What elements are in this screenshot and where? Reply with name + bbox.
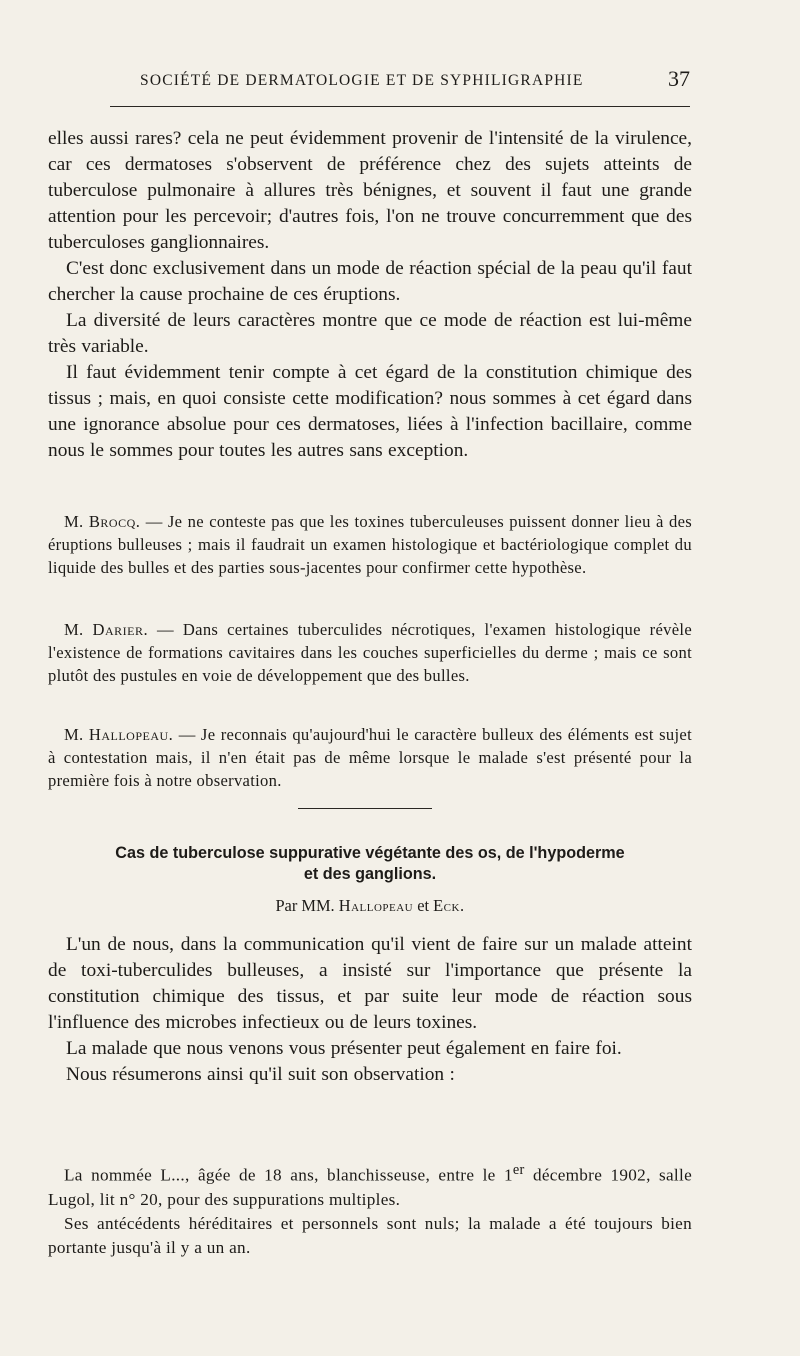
remark-prefix: M. [64, 620, 84, 639]
remark-text: — Je reconnais qu'aujourd'hui le caractère bulleux des éléments est sujet à contestation mais, il n'en était pas de même lorsque le malade s'est présenté pour la première fois à notre observation. [48, 725, 693, 790]
authors-join: et [413, 896, 434, 915]
header-rule [110, 106, 690, 107]
remark-speaker: Hallopeau. [88, 725, 174, 744]
page-header [110, 64, 690, 96]
author-name: Hallopeau [338, 896, 414, 915]
authors-prefix: Par MM. [275, 896, 339, 915]
remark-speaker: Darier. [92, 620, 149, 639]
article-title-line: et des ganglions. [303, 865, 437, 883]
remark-hallopeau [48, 723, 692, 792]
discussion-paragraph: La diversité de leurs caractères montre que ce mode de réaction est lui-même très variable. [48, 310, 692, 357]
ordinal-superscript: er [512, 1162, 525, 1178]
remark-darier [48, 618, 692, 687]
remark-prefix: M. [64, 512, 84, 531]
page-number: 37 [668, 66, 690, 91]
observation-paragraph: Ses antécédents héréditaires et personnels sont nuls; la malade a été toujours bien portante jusqu'à il y a un an. [48, 1213, 692, 1257]
discussion-paragraph: Il faut évidemment tenir compte à cet égard de la constitution chimique des tissus ; mais, en quoi consiste cette modification? nous sommes à cet égard dans une ignorance absolue pour ces dermatoses, liées à l'infection bacillaire, comme nous le sommes pour toutes les autres sans exception. [48, 362, 692, 461]
article-title [40, 843, 700, 885]
observation-paragraph [48, 1158, 692, 1212]
observation-text [48, 1158, 692, 1260]
remark-text: — Je ne conteste pas que les toxines tuberculeuses puissent donner lieu à des éruptions bulleuses ; mais il faudrait un examen histologique et bactériologique complet du liquide des bulles et des parties sous-jacentes pour confirmer cette hypothèse. [48, 512, 692, 577]
observation-text-part: décembre 1902, salle Lugol, lit n° 20, pour des suppurations multiples. [48, 1165, 693, 1209]
section-divider [298, 808, 432, 809]
remark-text: — Dans certaines tuberculides nécrotiques, l'examen histologique révèle l'existence de formations cavitaires dans les couches superficielles du derme ; mais ce sont plutôt des pustules en voie de développement que des bulles. [48, 620, 693, 685]
article-authors [40, 896, 700, 916]
article-title-line: Cas de tuberculose suppurative végétante des os, de l'hypoderme [115, 844, 625, 862]
discussion-paragraph: C'est donc exclusivement dans un mode de réaction spécial de la peau qu'il faut chercher la cause prochaine de ces éruptions. [48, 258, 692, 305]
discussion-paragraph: elles aussi rares? cela ne peut évidemment provenir de l'intensité de la virulence, car ces dermatoses s'observent de préférence chez des sujets atteints de tuberculose pulmonaire à allures très bénignes, et souvent il faut une grande attention pour les percevoir; d'autres fois, l'on ne trouve concurremment que des tuberculoses ganglionnaires. [48, 128, 692, 253]
author-name: Eck. [433, 896, 465, 915]
observation-text-part: La nommée L..., âgée de 18 ans, blanchisseuse, entre le 1 [64, 1165, 513, 1185]
remark-speaker: Brocq. [88, 512, 141, 531]
article-paragraph: Nous résumerons ainsi qu'il suit son observation : [66, 1064, 455, 1085]
running-head: SOCIÉTÉ DE DERMATOLOGIE ET DE SYPHILIGRAPHIE [140, 72, 584, 89]
discussion-text [48, 126, 692, 464]
article-text [48, 932, 692, 1088]
remark-prefix: M. [64, 725, 84, 744]
article-paragraph: La malade que nous venons vous présenter peut également en faire foi. [66, 1038, 622, 1059]
remark-brocq [48, 510, 692, 579]
article-paragraph: L'un de nous, dans la communication qu'il vient de faire sur un malade atteint de toxi-tuberculides bulleuses, a insisté sur l'importance que présente la constitution chimique des tissus, et par suite leur mode de réaction sous l'influence des microbes infectieux ou de leurs toxines. [48, 934, 692, 1033]
